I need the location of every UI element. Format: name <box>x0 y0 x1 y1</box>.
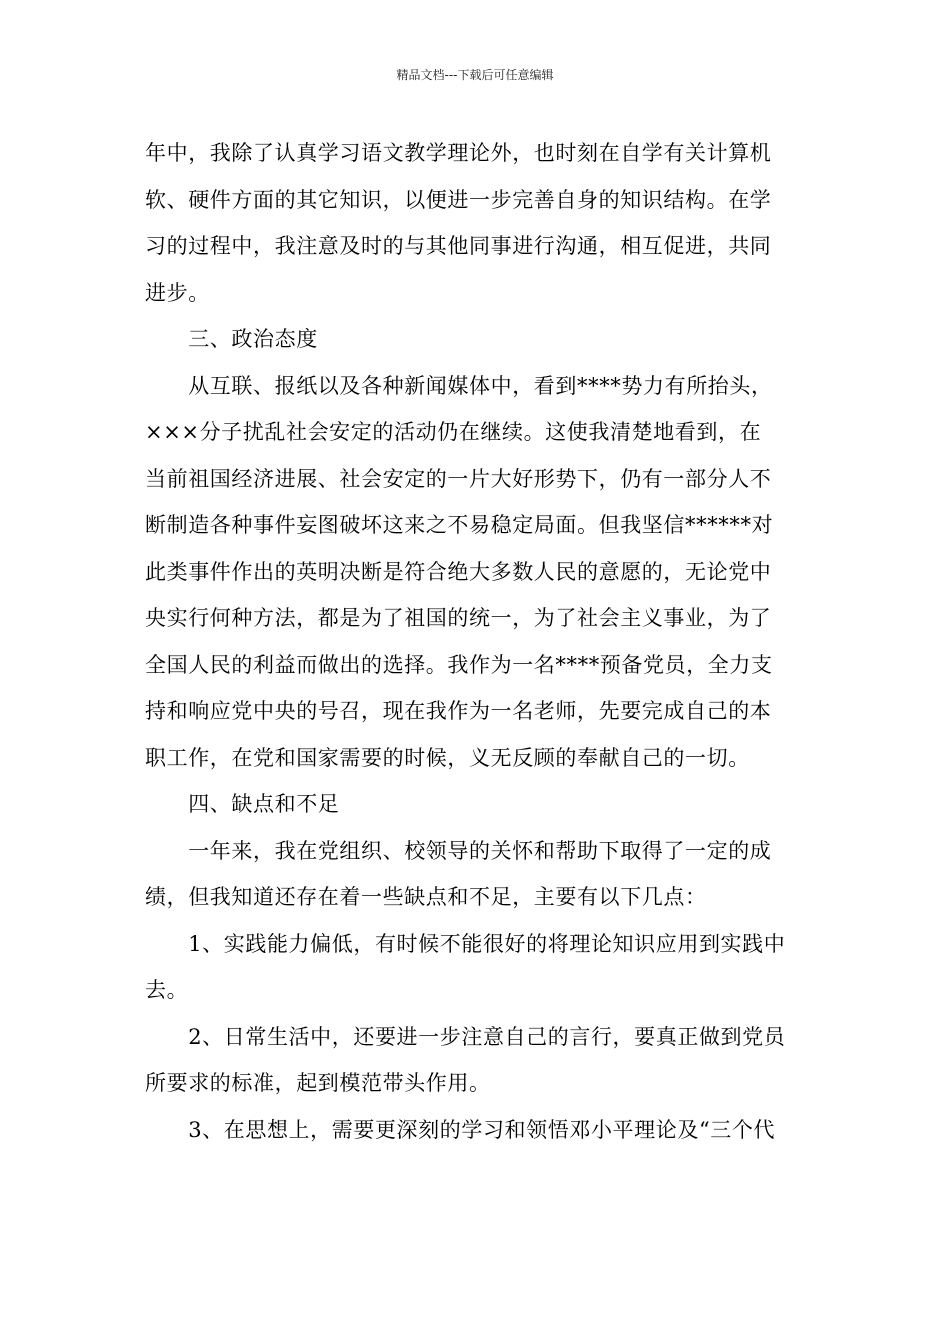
list-item: 1、实践能力偏低，有时候不能很好的将理论知识应用到实践中 <box>145 931 786 956</box>
text-line: 持和响应党中央的号召，现在我作为一名老师，先要完成自己的本 <box>145 699 772 723</box>
text-line: 从互联、报纸以及各种新闻媒体中，看到****势力有所抬头， <box>145 373 773 398</box>
text-line: 断制造各种事件妄图破坏这来之不易稳定局面。但我坚信******对 <box>145 513 774 537</box>
text-line: 职工作，在党和国家需要的时候，义无反顾的奉献自己的一切。 <box>145 745 750 770</box>
text-line: 绩，但我知道还存在着一些缺点和不足，主要有以下几点： <box>145 885 707 909</box>
text-line: 软、硬件方面的其它知识，以便进一步完善自身的知识结构。在学 <box>145 187 772 212</box>
text-line: 所要求的标准，起到模范带头作用。 <box>145 1071 491 1095</box>
section-heading: 三、政治态度 <box>145 327 318 351</box>
text-line: 一年来，我在党组织、校领导的关怀和帮助下取得了一定的成 <box>145 838 772 863</box>
text-line: ×××分子扰乱社会安定的活动仍在继续。这使我清楚地看到，在 <box>145 420 762 444</box>
text-line: 央实行何种方法，都是为了祖国的统一，为了社会主义事业，为了 <box>145 606 772 630</box>
list-item: 2、日常生活中，还要进一步注意自己的言行，要真正做到党员 <box>145 1024 786 1049</box>
document-body <box>145 130 807 1153</box>
list-item: 3、在思想上，需要更深刻的学习和领悟邓小平理论及“三个代 <box>145 1117 776 1142</box>
text-line: 习的过程中，我注意及时的与其他同事进行沟通，相互促进，共同 <box>145 234 772 258</box>
section-heading: 四、缺点和不足 <box>145 792 340 816</box>
text-line: 年中，我除了认真学习语文教学理论外，也时刻在自学有关计算机 <box>145 141 772 165</box>
page-header: 精品文档---下载后可任意编辑 <box>396 68 554 82</box>
text-line: 去。 <box>145 978 189 1002</box>
text-line: 此类事件作出的英明决断是符合绝大多数人民的意愿的，无论党中 <box>145 559 772 584</box>
text-line: 全国人民的利益而做出的选择。我作为一名****预备党员，全力支 <box>145 652 773 677</box>
text-line: 进步。 <box>145 280 210 305</box>
text-line: 当前祖国经济进展、社会安定的一片大好形势下，仍有一部分人不 <box>145 466 772 491</box>
